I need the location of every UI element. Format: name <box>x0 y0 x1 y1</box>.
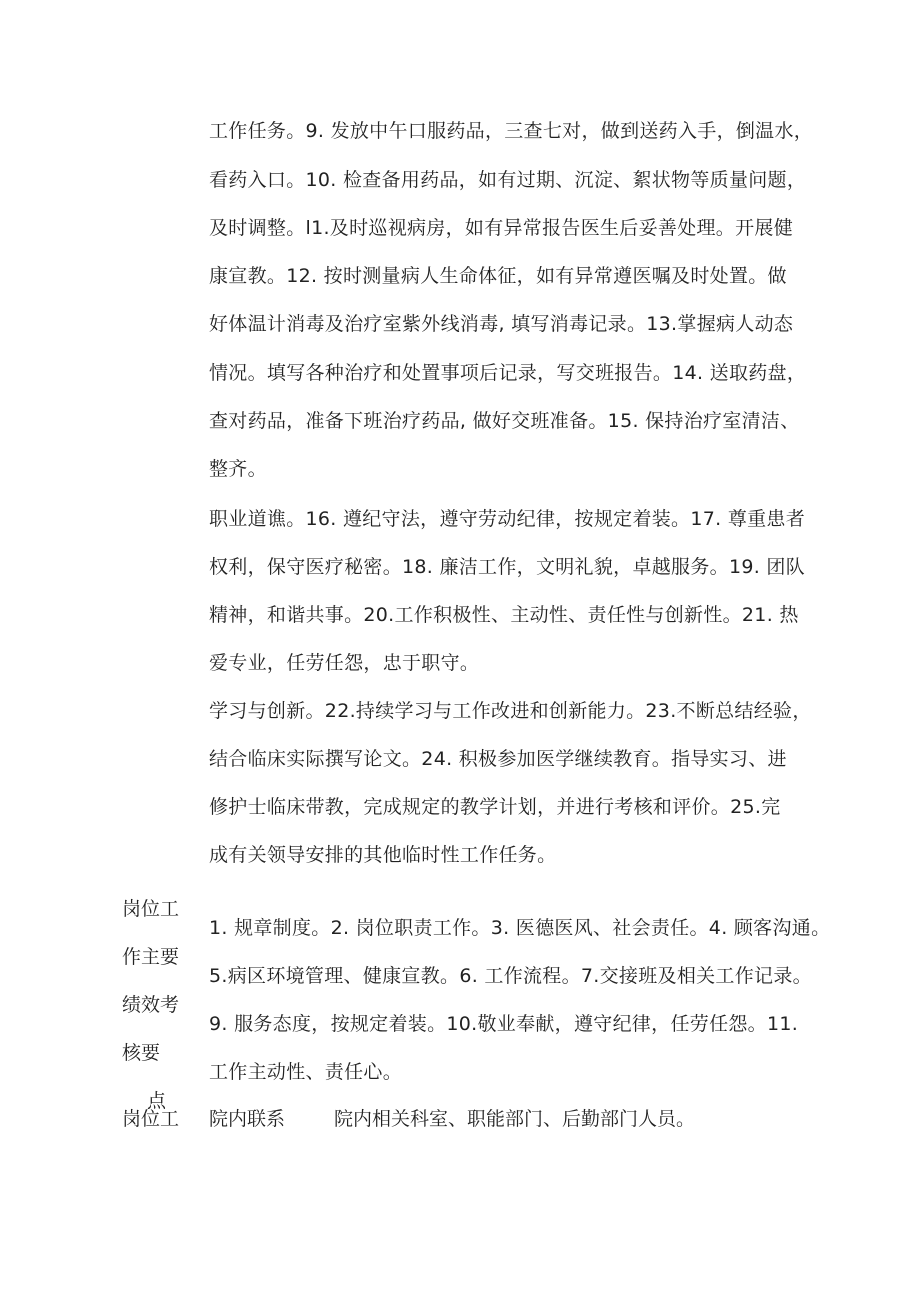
duties-line: 整齐。 <box>209 458 267 480</box>
contacts-value: 院内相关科室、职能部门、后勤部门人员。 <box>334 1108 696 1130</box>
learning-line: 修护士临床带教，完成规定的教学计划，并进行考核和评价。25.完 <box>209 796 781 818</box>
performance-label-line: 作主要 <box>122 946 180 968</box>
performance-line: 1. 规章制度。2. 岗位职责工作。3. 医德医风、社会责任。4. 顾客沟通。 <box>209 917 831 939</box>
learning-line: 成有关领导安排的其他临时性工作任务。 <box>209 844 557 866</box>
ethics-line: 精神，和谐共事。20.工作积极性、主动性、责任性与创新性。21. 热 <box>209 604 799 626</box>
performance-label-line: 点 <box>147 1090 167 1112</box>
ethics-line: 权利，保守医疗秘密。18. 廉洁工作，文明礼貌，卓越服务。19. 团队 <box>209 556 806 578</box>
duties-line: 情况。填写各种治疗和处置事项后记录，写交班报告。14. 送取药盘， <box>209 362 807 384</box>
duties-line: 看药入口。10. 检查备用药品，如有过期、沉淀、絮状物等质量问题， <box>209 169 807 191</box>
duties-line: 工作任务。9. 发放中午口服药品，三查七对，做到送药入手，倒温水， <box>209 120 814 142</box>
ethics-line: 爱专业，任劳任怨，忠于职守。 <box>209 652 480 674</box>
performance-label-line: 岗位工 <box>122 898 180 920</box>
duties-line: 查对药品，准备下班治疗药品, 做好交班准备。15. 保持治疗室清洁、 <box>209 410 800 432</box>
performance-line: 9. 服务态度，按规定着装。10.敬业奉献，遵守纪律，任劳任怨。11. <box>209 1013 799 1035</box>
duties-line: 好体温计消毒及治疗室紫外线消毒, 填写消毒记录。13.掌握病人动态 <box>209 313 794 335</box>
performance-label-line: 绩效考 <box>122 994 180 1016</box>
performance-line: 工作主动性、责任心。 <box>209 1061 403 1083</box>
ethics-line: 职业道谯。16. 遵纪守法，遵守劳动纪律，按规定着装。17. 尊重患者 <box>209 508 806 530</box>
performance-line: 5.病区环境管理、健康宣教。6. 工作流程。7.交接班及相关工作记录。 <box>209 965 812 987</box>
contacts-label: 岗位工 <box>122 1108 180 1130</box>
duties-line: 康宣教。12. 按时测量病人生命体征，如有异常遵医嘱及时处置。做 <box>209 265 787 287</box>
learning-line: 学习与创新。22.持续学习与工作改进和创新能力。23.不断总结经验， <box>209 700 812 722</box>
learning-line: 结合临床实际撰写论文。24. 积极参加医学继续教育。指导实习、进 <box>209 748 787 770</box>
duties-line: 及时调整。l1.及时巡视病房，如有异常报告医生后妥善处理。开展健 <box>209 217 794 239</box>
contacts-sublabel: 院内联系 <box>209 1108 286 1130</box>
performance-label-line: 核要 <box>122 1042 161 1064</box>
